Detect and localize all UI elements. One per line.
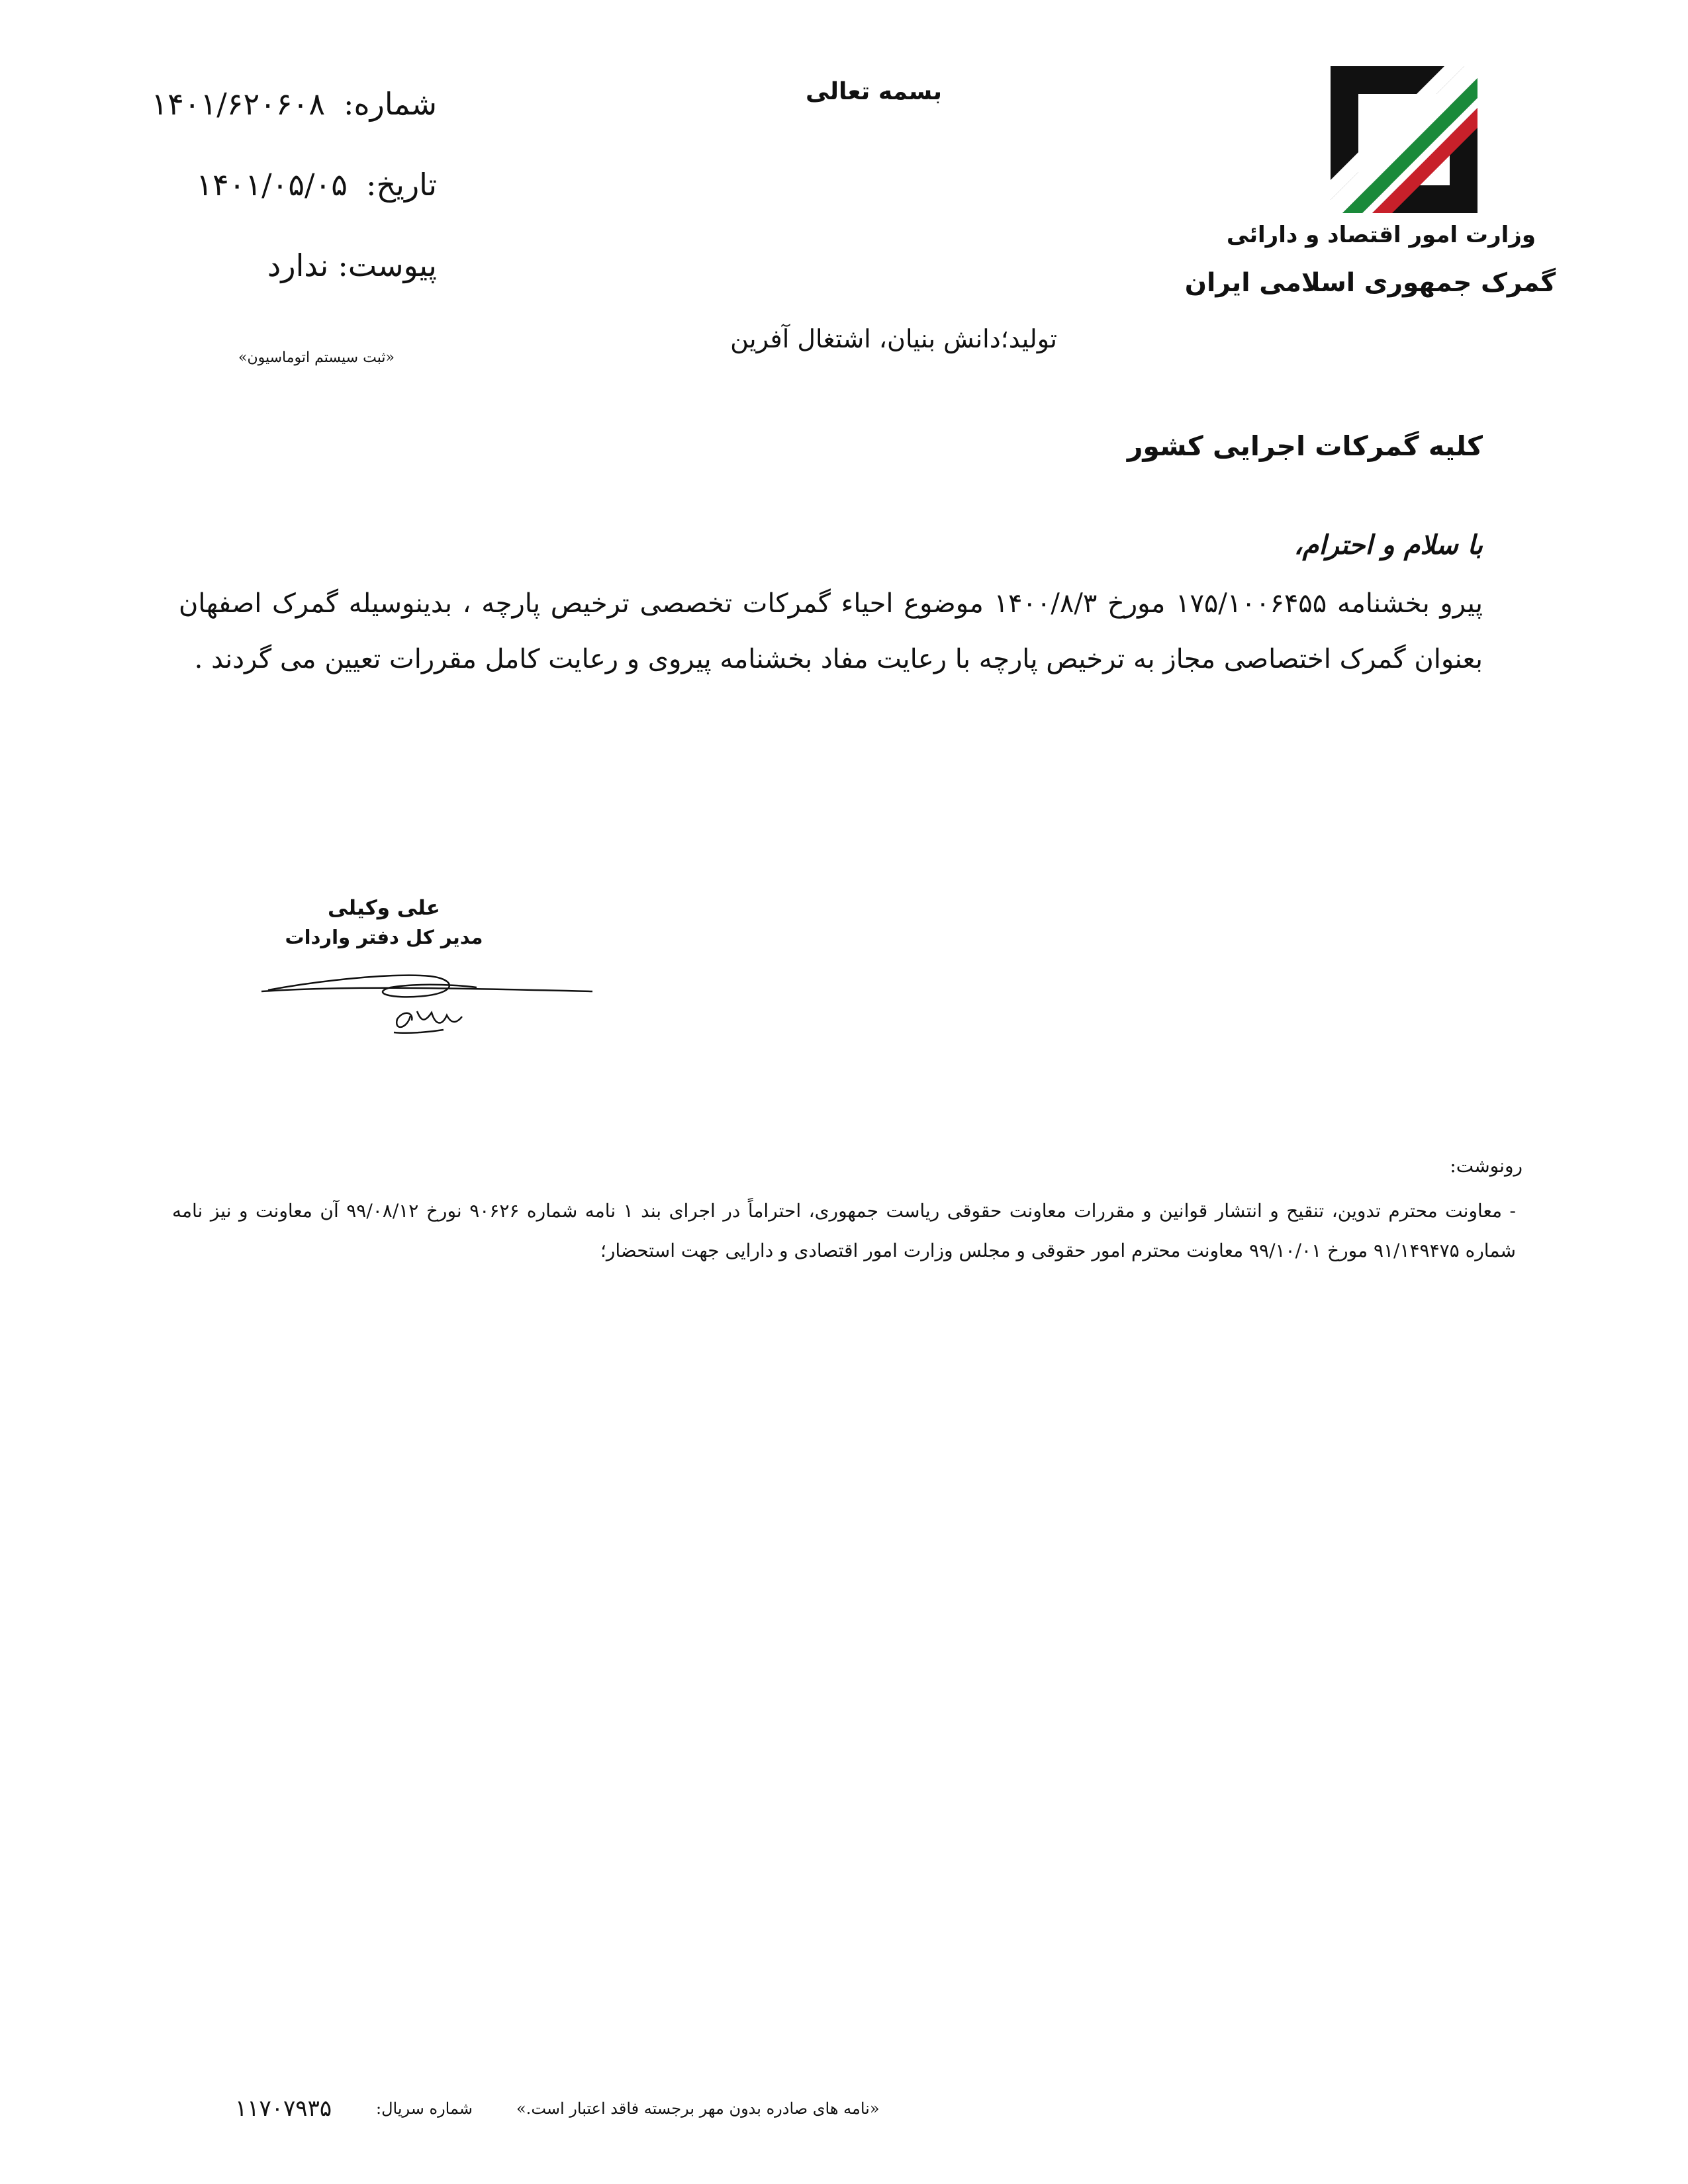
basmala-heading: بسمه تعالی xyxy=(806,78,942,105)
signer-title: مدیر کل دفتر واردات xyxy=(285,926,483,948)
customs-logo xyxy=(1331,66,1477,213)
letter-number xyxy=(151,86,437,122)
customs-name: گمرک جمهوری اسلامی ایران xyxy=(1184,268,1556,298)
letter-number-label: شماره: xyxy=(344,86,437,122)
serial-value: ۱۱۷۰۷۹۳۵ xyxy=(235,2095,332,2122)
letter-attachment-value: ندارد xyxy=(267,248,329,283)
letter-attachment xyxy=(267,248,437,283)
automation-note: «ثبت سیستم اتوماسیون» xyxy=(238,349,395,366)
letter-date-label: تاریخ: xyxy=(365,167,437,203)
recipient: کلیه گمرکات اجرایی کشور xyxy=(1127,430,1483,462)
cc-text: - معاونت محترم تدوین، تنقیح و انتشار قوانین و مقررات معاونت حقوقی ریاست جمهوری، احتراماً در اجرای بند ۱ نامه شماره ۹۰۶۲۶ نورخ ۹۹/۰۸/۱۲ آن معاونت و نیز نامه شماره ۹۱/۱۴۹۴۷۵ مورخ ۹۹/۱۰/۰۱ معاونت محترم امور حقوقی و مجلس وزارت امور اقتصادی و دارایی جهت استحضار؛ xyxy=(172,1200,1516,1261)
letter-number-value: ۱۴۰۱/۶۲۰۶۰۸ xyxy=(151,86,326,122)
ministry-name: وزارت امور اقتصاد و دارائی xyxy=(1226,222,1536,248)
greeting: با سلام و احترام، xyxy=(1293,529,1483,561)
slogan: تولید؛دانش بنیان، اشتغال آفرین xyxy=(730,324,1057,353)
serial-label: شماره سریال: xyxy=(376,2099,473,2118)
letter-date-value: ۱۴۰۱/۰۵/۰۵ xyxy=(196,167,348,203)
cc-label: رونوشت: xyxy=(1450,1155,1523,1177)
letter-attachment-label: پیوست: xyxy=(338,248,437,283)
validity-note: «نامه های صادره بدون مهر برجسته فاقد اعتبار است.» xyxy=(516,2099,880,2118)
signer-name: علی وکیلی xyxy=(328,896,440,920)
letter-body: پیرو بخشنامه ۱۷۵/۱۰۰۶۴۵۵ مورخ ۱۴۰۰/۸/۳ موضوع احیاء گمرکات تخصصی ترخیص پارچه ، بدینوسیله گمرک اصفهان بعنوان گمرک اختصاصی مجاز به ترخیص پارچه با رعایت مفاد بخشنامه پیروی و رعایت کامل مقررات تعیین می گردند . xyxy=(179,588,1483,674)
handwritten-signature xyxy=(258,946,602,1046)
signer-block xyxy=(265,893,503,952)
letter-date xyxy=(196,167,437,203)
